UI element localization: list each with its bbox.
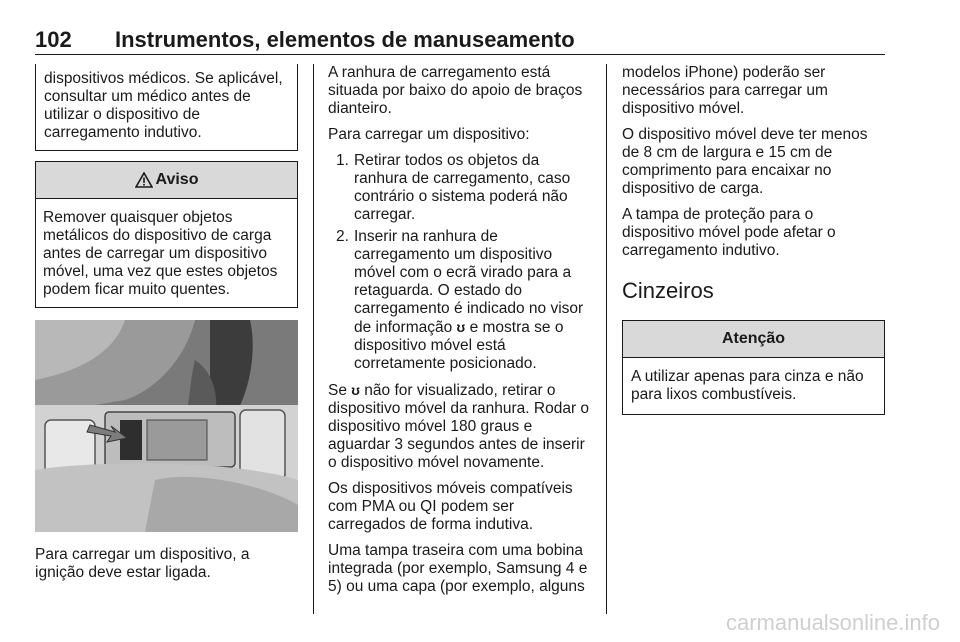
warning-heading: Aviso [155,171,199,188]
warning-triangle-icon [135,172,153,188]
back-cover-text: Uma tampa traseira com uma bobina integrada (por exemplo, Samsung 4 e 5) ou uma capa (por exemplo, alguns [328,542,588,595]
wireless-charging-icon: ʊ [456,319,466,335]
caution-text: A utilizar apenas para cinza e não para lixos combustíveis. [631,368,864,403]
page-title: Instrumentos, elementos de manuseamento [115,27,575,52]
caution-box [622,320,885,415]
column-1 [35,64,298,590]
warning-text: Remover quaisquer objetos metálicos do dispositivo de carga antes de carregar um dispositivo móvel, uma vez que estes objetos podem ficar muito quentes. [43,209,278,298]
page-number: 102 [35,27,72,52]
watermark: carmanualsonline.info [725,610,940,635]
photo-caption: Para carregar um dispositivo, a ignição deve estar ligada. [35,546,250,581]
compatible-devices-text: Os dispositivos móveis compatíveis com PMA ou QI podem ser carregados de forma indutiva. [328,480,573,533]
not-displayed-rest: não for visualizado, retirar o dispositivo móvel da ranhura. Rodar o dispositivo móvel 180 graus e aguardar 3 segundos antes de inserir o dispositivo móvel novamente. [328,382,590,471]
step-item [328,228,592,373]
wireless-charging-icon: ʊ [351,382,360,398]
note-continuation-box [35,64,298,151]
step-text: Inserir na ranhura de carregamento um dispositivo móvel com o ecrã virado para a retaguarda. O estado do carregamento é indicado no visor de informação [354,228,584,336]
slot-location-text: A ranhura de carregamento está situada por baixo do apoio de braços dianteiro. [328,64,583,117]
charge-steps-list [328,152,592,373]
column-3 [622,64,885,415]
warning-header [36,162,297,199]
warning-box [35,161,298,308]
charging-slot-illustration [35,320,298,532]
step-text: Retirar todos os objetos da ranhura de carregamento, caso contrário o sistema poderá não carregar. [354,152,571,223]
charging-slot-photo [35,320,298,532]
step-item [328,152,592,224]
warning-body [36,199,297,307]
iphone-models-text: modelos iPhone) poderão ser necessários para carregar um dispositivo móvel. [622,64,828,117]
page-header [35,27,885,51]
protective-cover-text: A tampa de proteção para o dispositivo móvel pode afetar o carregamento indutivo. [622,206,836,259]
not-displayed-start: Se [328,382,347,399]
charge-intro-text: Para carregar um dispositivo: [328,126,530,143]
section-title-ashtrays: Cinzeiros [622,278,714,303]
caution-body [623,358,884,414]
header-rule [35,54,885,55]
device-size-text: O dispositivo móvel deve ter menos de 8 cm de largura e 15 cm de comprimento para encaixar no dispositivo de carga. [622,126,868,197]
step-text-continued: e mostra se o dispositivo móvel está corretamente posicionado. [354,319,564,372]
column-2 [328,64,592,604]
note-continuation-text: dispositivos médicos. Se aplicável, consultar um médico antes de utilizar o dispositivo de carregamento indutivo. [44,70,283,141]
step-number: 1. [336,152,349,169]
not-displayed-text [328,381,592,472]
column-divider-left [313,64,314,614]
step-number: 2. [336,228,349,245]
column-divider-right [606,64,607,614]
caution-header: Atenção [623,321,884,358]
